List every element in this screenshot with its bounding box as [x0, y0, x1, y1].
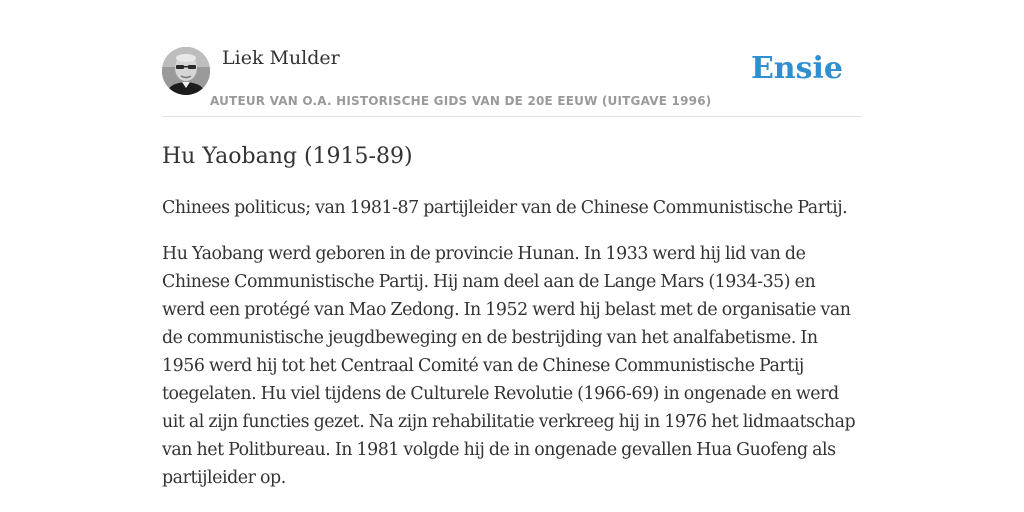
avatar[interactable]	[162, 47, 210, 95]
article-paragraph: Chinees politicus; van 1981-87 partijleider van de Chinese Communistische Partij.	[162, 198, 848, 218]
article-paragraph: Hu Yaobang werd geboren in de provincie Hunan. In 1933 werd hij lid van de Chinese Communistische Partij. Hij nam deel aan de Lange Mars (1934-35) en werd een protégé van Mao Zedong. In 1952 werd hij belast met de organisatie van de communistische jeugdbeweging en de bestrijding van het analfabetisme. In 1956 werd hij tot het Centraal Comité van de Chinese Communistische Partij toegelaten. Hu viel tijdens de Culturele Revolutie (1966-69) in ongenade en werd uit al zijn functies gezet. Na zijn rehabilitatie verkreeg hij in 1976 het lidmaatschap van het Politbureau. In 1981 volgde hij de in ongenade gevallen Hua Guofeng als partijleider op.	[162, 244, 856, 488]
article-title: Hu Yaobang (1915-89)	[162, 144, 413, 169]
author-name[interactable]: Liek Mulder	[222, 47, 340, 69]
author-description: AUTEUR VAN O.A. HISTORISCHE GIDS VAN DE 20E EEUW (UITGAVE 1996)	[210, 94, 712, 108]
author-photo-icon	[162, 47, 210, 95]
author-header	[162, 0, 862, 117]
article-page	[162, 0, 862, 492]
ensie-logo[interactable]: Ensie	[750, 51, 843, 86]
